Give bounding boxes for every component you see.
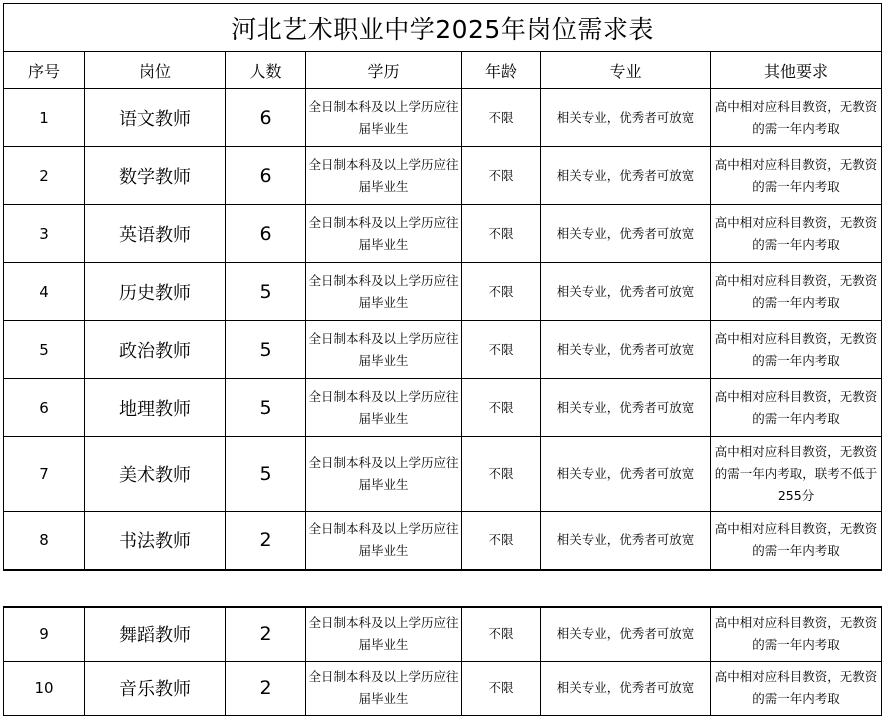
row-age: 不限 [462, 205, 541, 263]
row-position: 历史教师 [85, 263, 226, 321]
row-position: 音乐教师 [85, 661, 226, 715]
row-position: 舞蹈教师 [85, 607, 226, 661]
row-age: 不限 [462, 147, 541, 205]
row-education: 全日制本科及以上学历应往届毕业生 [306, 205, 462, 263]
column-header-no: 序号 [4, 52, 85, 89]
row-count: 5 [226, 437, 306, 512]
row-other: 高中相对应科目教资，无教资的需一年内考取 [711, 147, 882, 205]
row-major: 相关专业，优秀者可放宽 [541, 263, 711, 321]
column-header-count: 人数 [226, 52, 306, 89]
row-other: 高中相对应科目教资，无教资的需一年内考取，联考不低于255分 [711, 437, 882, 512]
row-education: 全日制本科及以上学历应往届毕业生 [306, 263, 462, 321]
row-no: 9 [4, 607, 85, 661]
row-no: 2 [4, 147, 85, 205]
row-major: 相关专业，优秀者可放宽 [541, 321, 711, 379]
row-age: 不限 [462, 321, 541, 379]
table-row [4, 437, 882, 512]
table-row [4, 147, 882, 205]
row-major: 相关专业，优秀者可放宽 [541, 607, 711, 661]
row-major: 相关专业，优秀者可放宽 [541, 661, 711, 715]
column-header-education: 学历 [306, 52, 462, 89]
row-no: 6 [4, 379, 85, 437]
row-major: 相关专业，优秀者可放宽 [541, 437, 711, 512]
row-count: 2 [226, 512, 306, 570]
row-education: 全日制本科及以上学历应往届毕业生 [306, 607, 462, 661]
table-row [4, 607, 882, 661]
column-header-other: 其他要求 [711, 52, 882, 89]
row-no: 7 [4, 437, 85, 512]
row-no: 1 [4, 89, 85, 147]
row-education: 全日制本科及以上学历应往届毕业生 [306, 321, 462, 379]
row-age: 不限 [462, 437, 541, 512]
row-other: 高中相对应科目教资，无教资的需一年内考取 [711, 512, 882, 570]
requirements-table [3, 3, 882, 571]
header-row [4, 52, 882, 89]
table-row [4, 263, 882, 321]
row-count: 6 [226, 205, 306, 263]
row-major: 相关专业，优秀者可放宽 [541, 89, 711, 147]
table-row [4, 321, 882, 379]
row-count: 2 [226, 661, 306, 715]
row-major: 相关专业，优秀者可放宽 [541, 205, 711, 263]
row-age: 不限 [462, 607, 541, 661]
row-count: 2 [226, 607, 306, 661]
row-no: 5 [4, 321, 85, 379]
row-age: 不限 [462, 512, 541, 570]
row-count: 5 [226, 263, 306, 321]
row-major: 相关专业，优秀者可放宽 [541, 379, 711, 437]
row-other: 高中相对应科目教资，无教资的需一年内考取 [711, 321, 882, 379]
table-row [4, 512, 882, 570]
row-other: 高中相对应科目教资，无教资的需一年内考取 [711, 89, 882, 147]
row-education: 全日制本科及以上学历应往届毕业生 [306, 147, 462, 205]
row-age: 不限 [462, 89, 541, 147]
row-count: 5 [226, 321, 306, 379]
row-no: 8 [4, 512, 85, 570]
row-other: 高中相对应科目教资，无教资的需一年内考取 [711, 205, 882, 263]
row-position: 地理教师 [85, 379, 226, 437]
table-title: 河北艺术职业中学2025年岗位需求表 [4, 4, 882, 52]
row-count: 6 [226, 89, 306, 147]
column-header-position: 岗位 [85, 52, 226, 89]
page-break-gap [0, 586, 884, 606]
row-position: 美术教师 [85, 437, 226, 512]
row-education: 全日制本科及以上学历应往届毕业生 [306, 512, 462, 570]
row-major: 相关专业，优秀者可放宽 [541, 512, 711, 570]
row-position: 语文教师 [85, 89, 226, 147]
row-age: 不限 [462, 379, 541, 437]
row-other: 高中相对应科目教资，无教资的需一年内考取 [711, 607, 882, 661]
row-position: 数学教师 [85, 147, 226, 205]
row-education: 全日制本科及以上学历应往届毕业生 [306, 437, 462, 512]
requirements-table-continued [3, 606, 882, 716]
table-row [4, 379, 882, 437]
row-count: 6 [226, 147, 306, 205]
row-age: 不限 [462, 661, 541, 715]
row-no: 10 [4, 661, 85, 715]
row-other: 高中相对应科目教资，无教资的需一年内考取 [711, 379, 882, 437]
row-education: 全日制本科及以上学历应往届毕业生 [306, 379, 462, 437]
row-education: 全日制本科及以上学历应往届毕业生 [306, 661, 462, 715]
table-row [4, 661, 882, 715]
column-header-age: 年龄 [462, 52, 541, 89]
table-row [4, 89, 882, 147]
row-no: 4 [4, 263, 85, 321]
row-age: 不限 [462, 263, 541, 321]
row-major: 相关专业，优秀者可放宽 [541, 147, 711, 205]
row-other: 高中相对应科目教资，无教资的需一年内考取 [711, 661, 882, 715]
row-position: 书法教师 [85, 512, 226, 570]
row-position: 英语教师 [85, 205, 226, 263]
row-no: 3 [4, 205, 85, 263]
row-count: 5 [226, 379, 306, 437]
row-position: 政治教师 [85, 321, 226, 379]
row-other: 高中相对应科目教资，无教资的需一年内考取 [711, 263, 882, 321]
table-row [4, 205, 882, 263]
column-header-major: 专业 [541, 52, 711, 89]
row-education: 全日制本科及以上学历应往届毕业生 [306, 89, 462, 147]
